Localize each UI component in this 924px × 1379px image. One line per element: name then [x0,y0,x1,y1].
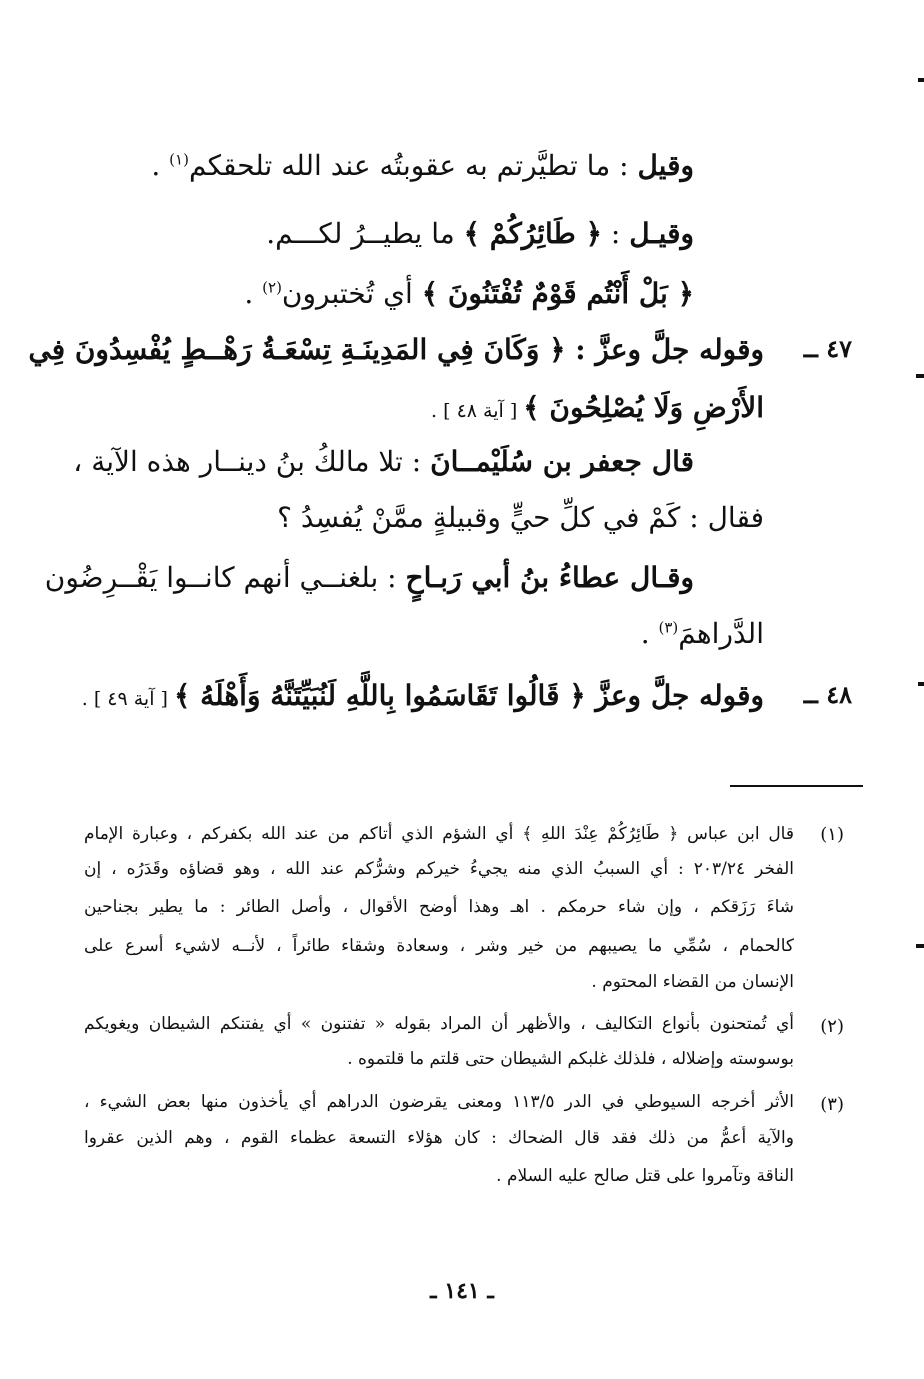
footnote-line: الأثر أخرجه السيوطي في الدر ١١٣/٥ ومعنى يقرضون الدراهم أي يأخذون منها بعض الشيء ، [84,1092,794,1112]
body-text: أي تُختبرون [281,277,422,310]
quran-quote: ﴿ بَلْ أَنْتُم قَوْمٌ تُفْتَنُونَ ﴾ [421,277,694,310]
speaker-label: وقـال عطاءُ بنُ أبي رَبـاحٍ [405,561,694,594]
footnote-line: بوسوسته وإضلاله ، فلذلك غلبكم الشيطان حتى قلتم ما قلتموه . [347,1049,794,1069]
text-line [277,498,764,538]
section-number: ٤٨ ــ [803,680,852,709]
page-number: ـ ١٤١ ـ [430,1278,494,1304]
edge-mark [916,944,924,948]
body-text: : تلا مالكُ بنُ دينــار هذه الآية ، [73,445,431,478]
section-intro: وقوله جلَّ وعزَّ : [565,333,764,366]
footnote-line: قال ابن عباس ﴿ طَائِرُكُمْ عِنْدَ اللهِ ﴾ أي الشؤم الذي أتاكم من عند الله بكفركم ، وعبارة الإمام [84,824,794,844]
footnote-line: شاءَ رَزَقكم ، وإن شاء حرمكم . اهـ وهذا أوضح الأقوال ، وأصل الطائر : ما يطير بجناحين [84,897,794,917]
text-line [82,676,764,719]
speaker-label: وقيل [637,149,694,182]
footnote-number: (١) [820,824,844,845]
body-text: : ما تطيَّرتم به عقوبتُه عند الله تلحقكم [188,149,638,182]
body-text: . [244,277,263,310]
quran-quote: ﴿ وَكَانَ فِي المَدِينَـةِ تِسْعَـةُ رَهْــطٍ يُفْسِدُونَ فِي [28,333,566,366]
footnote-ref: (٢) [262,278,282,297]
quran-quote: الأَرْضِ وَلَا يُصْلِحُونَ ﴾ [523,391,764,424]
footnote-number: (٣) [820,1094,844,1115]
footnote-line: الفخر ٢٠٣/٢٤ : أي السببُ الذي منه يجيءُ خيركم وشرُّكم عند الله ، وهو قضاؤه وقَدَرُه ، إن [84,859,794,879]
footnote-number: (٢) [820,1016,844,1037]
edge-mark [918,682,924,686]
text-line [73,442,694,482]
section-intro: وقوله جلَّ وعزَّ [585,679,764,712]
edge-mark [918,78,924,82]
footnote-line: أي تُمتحنون بأنواع التكاليف ، والأظهر أن المراد بقوله « تفتنون » أي يفتنكم الشيطان ويغويكم [84,1014,794,1034]
text-line [44,558,694,598]
body-text: ما يطيــرُ لكـــم. [266,217,464,250]
footnote-line: والآية أعمُّ من ذلك فقد قال الضحاك : كان هؤلاء التسعة عظماء القوم ، وهم الذين عقروا [84,1128,794,1148]
verse-reference: [ آية ٤٩ ] . [81,688,174,710]
text-line [266,214,694,254]
text-line [431,388,764,431]
quran-quote: ﴿ طَائِرُكُمْ ﴾ [463,217,602,250]
body-text: فقال : كَمْ في كلِّ حيٍّ وقبيلةٍ ممَّنْ يُفسِدُ ؟ [277,501,764,534]
text-line [244,274,694,314]
footnote-line: كالحمام ، سُمِّي ما يصيبهم من خير وشر ، وسعادة وشقاء طائراً ، لأنــه لاشيء أسرع على [84,936,794,956]
quran-quote: ﴿ قَالُوا تَقَاسَمُوا بِاللَّهِ لَنُبَيِّتَنَّهُ وَأَهْلَهُ ﴾ [173,679,586,712]
text-line [641,614,764,654]
verse-reference: [ آية ٤٨ ] . [431,400,524,422]
body-text: : [602,217,630,250]
body-text: . [640,617,659,650]
body-text: : بلغنــي أنهم كانــوا يَقْــرِضُون [44,561,406,594]
footnote-line: الإنسان من القضاء المحتوم . [591,972,794,992]
footnote-ref: (١) [169,150,189,169]
footnote-separator [730,785,863,787]
text-line [151,146,694,186]
speaker-label: وقيـل [629,217,694,250]
speaker-label: قال جعفر بن سُلَيْمــانَ [430,445,694,478]
footnote-ref: (٣) [658,618,679,637]
body-text: الدَّراهمَ [678,617,764,650]
edge-mark [916,374,924,378]
section-number: ٤٧ ــ [803,334,852,363]
footnote-line: الناقة وتآمروا على قتل صالح عليه السلام . [496,1166,794,1186]
body-text: . [151,149,170,182]
text-line [28,330,764,370]
